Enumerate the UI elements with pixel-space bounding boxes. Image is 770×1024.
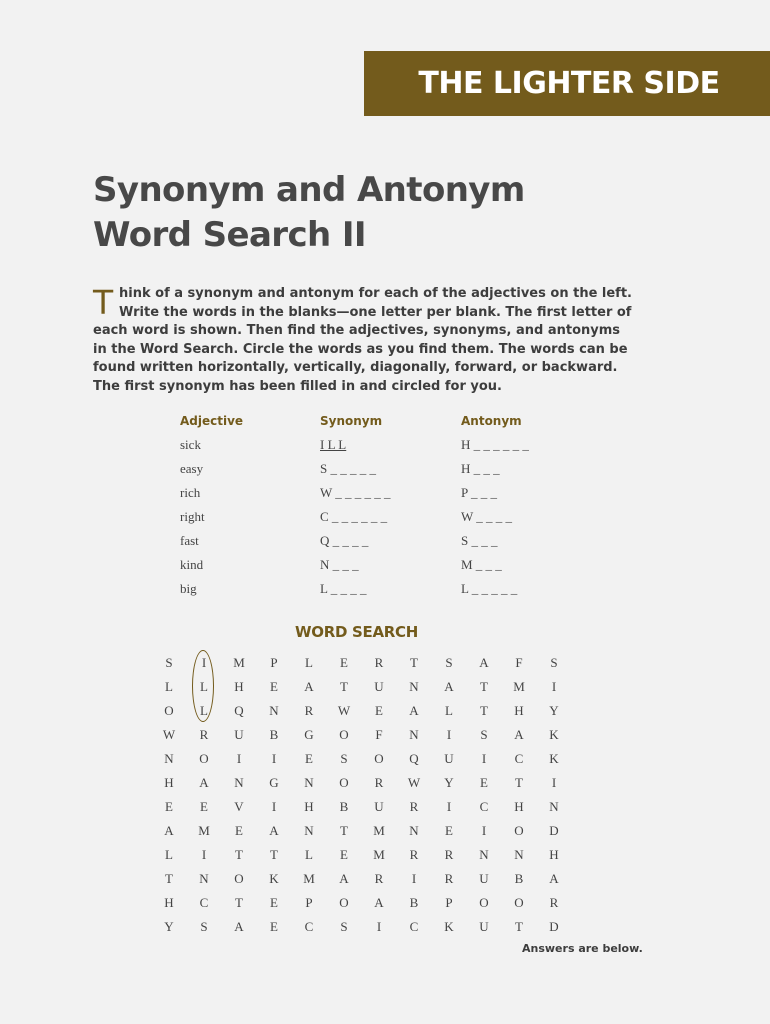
grid-letter[interactable]: O xyxy=(339,727,349,742)
grid-letter[interactable]: N xyxy=(409,679,419,694)
adjective-cell: easy xyxy=(180,461,204,476)
grid-letter[interactable]: O xyxy=(234,871,244,886)
grid-letter[interactable]: N xyxy=(409,823,419,838)
adjective-cell: rich xyxy=(180,485,201,500)
grid-letter[interactable]: A xyxy=(199,775,209,790)
grid-letter[interactable]: E xyxy=(305,751,313,766)
antonym-blank[interactable]: M _ _ _ xyxy=(461,557,502,572)
grid-letter[interactable]: H xyxy=(164,895,174,910)
grid-letter[interactable]: R xyxy=(409,847,419,862)
grid-letter[interactable]: M xyxy=(233,655,245,670)
grid-letter[interactable]: N xyxy=(549,799,559,814)
grid-letter[interactable]: M xyxy=(513,679,525,694)
grid-letter[interactable]: O xyxy=(199,751,209,766)
grid-letter[interactable]: M xyxy=(373,847,385,862)
grid-letter[interactable]: S xyxy=(480,727,488,742)
grid-letter[interactable]: E xyxy=(480,775,488,790)
grid-letter[interactable]: A xyxy=(164,823,174,838)
grid-letter[interactable]: U xyxy=(479,871,489,886)
grid-letter[interactable]: C xyxy=(514,751,524,766)
header-adjective: Adjective xyxy=(180,414,244,428)
grid-letter[interactable]: H xyxy=(549,847,559,862)
adjective-cell: kind xyxy=(180,557,204,572)
antonym-blank[interactable]: H _ _ _ _ _ _ xyxy=(461,437,529,452)
antonym-blank[interactable]: S _ _ _ xyxy=(461,533,498,548)
grid-letter[interactable]: P xyxy=(445,895,453,910)
grid-letter[interactable]: I xyxy=(551,775,557,790)
grid-letter[interactable]: A xyxy=(479,655,489,670)
grid-letter[interactable]: E xyxy=(270,679,278,694)
grid-letter[interactable]: E xyxy=(165,799,173,814)
drop-cap: T xyxy=(93,283,114,322)
grid-letter[interactable]: T xyxy=(165,871,173,886)
header-synonym: Synonym xyxy=(320,414,383,428)
grid-letter[interactable]: N xyxy=(304,823,314,838)
grid-letter[interactable]: T xyxy=(270,847,278,862)
grid-letter[interactable]: O xyxy=(514,895,524,910)
grid-letter[interactable]: R xyxy=(374,871,384,886)
synonym-blank[interactable]: L _ _ _ _ xyxy=(320,581,367,596)
grid-letter[interactable]: Q xyxy=(409,751,419,766)
grid-letter[interactable]: E xyxy=(445,823,453,838)
grid-letter[interactable]: N xyxy=(304,775,314,790)
grid-letter[interactable]: T xyxy=(480,679,488,694)
grid-letter[interactable]: A xyxy=(409,703,419,718)
grid-letter[interactable]: A xyxy=(269,823,279,838)
grid-letter[interactable]: U xyxy=(234,727,244,742)
grid-letter[interactable]: R xyxy=(444,847,454,862)
grid-letter[interactable]: E xyxy=(200,799,208,814)
grid-letter[interactable]: O xyxy=(164,703,174,718)
grid-letter[interactable]: U xyxy=(444,751,454,766)
grid-letter[interactable]: T xyxy=(515,919,523,934)
page-title xyxy=(93,168,525,258)
grid-letter[interactable]: V xyxy=(234,799,244,814)
grid-letter[interactable]: N xyxy=(199,871,209,886)
grid-letter[interactable]: W xyxy=(162,727,176,742)
grid-letter[interactable]: A xyxy=(234,919,244,934)
adjective-cell: right xyxy=(180,509,205,524)
grid-letter[interactable]: I xyxy=(201,655,207,670)
grid-letter[interactable]: D xyxy=(549,919,559,934)
grid-letter[interactable]: H xyxy=(514,799,524,814)
grid-letter[interactable]: H xyxy=(514,703,524,718)
grid-letter[interactable]: B xyxy=(514,871,524,886)
grid-letter[interactable]: O xyxy=(339,895,349,910)
grid-letter[interactable]: S xyxy=(340,751,348,766)
grid-letter[interactable]: L xyxy=(305,655,313,670)
grid-letter[interactable]: A xyxy=(444,679,454,694)
grid-letter[interactable]: S xyxy=(340,919,348,934)
antonym-blank[interactable]: W _ _ _ _ xyxy=(461,509,513,524)
grid-letter[interactable]: N xyxy=(514,847,524,862)
grid-letter[interactable]: E xyxy=(375,703,383,718)
grid-letter[interactable]: L xyxy=(200,703,208,718)
antonym-blank[interactable]: H _ _ _ xyxy=(461,461,500,476)
grid-letter[interactable]: B xyxy=(269,727,279,742)
grid-letter[interactable]: I xyxy=(271,751,277,766)
grid-letter[interactable]: E xyxy=(340,655,348,670)
grid-letter[interactable]: O xyxy=(374,751,384,766)
grid-letter[interactable]: L xyxy=(305,847,313,862)
grid-letter[interactable]: A xyxy=(514,727,524,742)
instructions-line: found written horizontally, vertically, diagonally, forward, or backward. xyxy=(93,360,618,375)
grid-letter[interactable]: S xyxy=(550,655,558,670)
grid-letter[interactable]: I xyxy=(446,727,452,742)
instructions-line: Write the words in the blanks—one letter per blank. The first letter of xyxy=(119,304,632,320)
grid-letter[interactable]: O xyxy=(339,775,349,790)
grid-letter[interactable]: B xyxy=(409,895,419,910)
grid-letter[interactable]: I xyxy=(236,751,242,766)
grid-letter[interactable]: O xyxy=(479,895,489,910)
instructions-line: in the Word Search. Circle the words as you find them. The words can be xyxy=(93,341,628,357)
grid-letter[interactable]: F xyxy=(375,727,383,742)
grid-letter[interactable]: M xyxy=(198,823,210,838)
grid-letter[interactable]: Y xyxy=(549,703,559,718)
grid-letter[interactable]: M xyxy=(373,823,385,838)
grid-letter[interactable]: I xyxy=(376,919,382,934)
adjective-cell: sick xyxy=(180,437,201,452)
grid-letter[interactable]: R xyxy=(304,703,314,718)
grid-letter[interactable]: T xyxy=(340,679,348,694)
antonym-blank[interactable]: P _ _ _ xyxy=(461,485,497,500)
grid-letter[interactable]: F xyxy=(515,655,523,670)
grid-letter[interactable]: S xyxy=(200,919,208,934)
grid-letter[interactable]: I xyxy=(551,679,557,694)
word-search-heading: WORD SEARCH xyxy=(295,623,418,641)
grid-letter[interactable]: A xyxy=(374,895,384,910)
instructions-paragraph xyxy=(93,283,632,396)
synonym-blank[interactable]: W _ _ _ _ _ _ xyxy=(320,485,391,500)
section-banner: THE LIGHTER SIDE xyxy=(364,51,770,116)
grid-letter[interactable]: K xyxy=(444,919,454,934)
grid-letter[interactable]: E xyxy=(340,847,348,862)
grid-letter[interactable]: K xyxy=(549,751,559,766)
grid-letter[interactable]: N xyxy=(479,847,489,862)
grid-letter[interactable]: Q xyxy=(234,703,244,718)
instructions-line: hink of a synonym and antonym for each of the adjectives on the left. xyxy=(119,286,632,301)
grid-letter[interactable]: Y xyxy=(444,775,454,790)
grid-letter[interactable]: R xyxy=(409,799,419,814)
grid-letter[interactable]: T xyxy=(340,823,348,838)
grid-letter[interactable]: O xyxy=(514,823,524,838)
grid-letter[interactable]: I xyxy=(481,823,487,838)
grid-letter[interactable]: A xyxy=(304,679,314,694)
grid-letter[interactable]: U xyxy=(479,919,489,934)
title-line-2: Word Search II xyxy=(93,215,366,255)
grid-letter[interactable]: R xyxy=(374,655,384,670)
grid-letter[interactable]: B xyxy=(339,799,349,814)
synonym-blank[interactable]: Q _ _ _ _ xyxy=(320,533,369,548)
grid-letter[interactable]: P xyxy=(305,895,313,910)
instructions-line: The first synonym has been filled in and circled for you. xyxy=(93,378,502,394)
grid-letter[interactable]: L xyxy=(200,679,208,694)
header-antonym: Antonym xyxy=(461,414,522,428)
grid-letter[interactable]: P xyxy=(270,655,278,670)
grid-letter[interactable]: N xyxy=(164,751,174,766)
grid-letter[interactable]: R xyxy=(444,871,454,886)
grid-letter[interactable]: C xyxy=(304,919,314,934)
grid-letter[interactable]: U xyxy=(374,799,384,814)
grid-letter[interactable]: T xyxy=(235,895,243,910)
grid-letter[interactable]: K xyxy=(549,727,559,742)
title-line-1: Synonym and Antonym xyxy=(93,170,525,210)
grid-letter[interactable]: I xyxy=(411,871,417,886)
grid-letter[interactable]: H xyxy=(234,679,244,694)
grid-letter[interactable]: L xyxy=(165,847,173,862)
synonym-answer: I L L xyxy=(320,437,347,452)
synonym-blank[interactable]: S _ _ _ _ _ xyxy=(320,461,376,476)
grid-letter[interactable]: N xyxy=(269,703,279,718)
circled-answer-ill xyxy=(192,650,214,722)
grid-letter[interactable]: E xyxy=(270,919,278,934)
grid-letter[interactable]: G xyxy=(304,727,314,742)
grid-letter[interactable]: D xyxy=(549,823,559,838)
grid-letter[interactable]: E xyxy=(270,895,278,910)
grid-letter[interactable]: E xyxy=(235,823,243,838)
grid-letter[interactable]: Y xyxy=(164,919,174,934)
grid-letter[interactable]: C xyxy=(199,895,209,910)
grid-letter[interactable]: T xyxy=(235,847,243,862)
grid-letter[interactable]: S xyxy=(445,655,453,670)
grid-letter[interactable]: K xyxy=(269,871,279,886)
grid-letter[interactable]: G xyxy=(269,775,279,790)
grid-letter[interactable]: I xyxy=(271,799,277,814)
synonym-blank[interactable]: N _ _ _ xyxy=(320,557,359,572)
grid-letter[interactable]: I xyxy=(201,847,207,862)
grid-letter[interactable]: A xyxy=(549,871,559,886)
antonym-blank[interactable]: L _ _ _ _ _ xyxy=(461,581,518,596)
grid-letter[interactable]: N xyxy=(409,727,419,742)
grid-letter[interactable]: T xyxy=(480,703,488,718)
grid-letter[interactable]: U xyxy=(374,679,384,694)
adjective-cell: big xyxy=(180,581,197,596)
grid-letter[interactable]: S xyxy=(165,655,173,670)
instructions-line: each word is shown. Then find the adjectives, synonyms, and antonyms xyxy=(93,323,621,338)
grid-letter[interactable]: W xyxy=(337,703,351,718)
grid-letter[interactable]: C xyxy=(479,799,489,814)
grid-letter[interactable]: R xyxy=(199,727,209,742)
grid-letter[interactable]: T xyxy=(515,775,523,790)
adjective-cell: fast xyxy=(180,533,199,548)
grid-letter[interactable]: A xyxy=(339,871,349,886)
grid-letter[interactable]: H xyxy=(304,799,314,814)
grid-letter[interactable]: I xyxy=(446,799,452,814)
grid-letter[interactable]: N xyxy=(234,775,244,790)
grid-letter[interactable]: L xyxy=(445,703,453,718)
grid-letter[interactable]: M xyxy=(303,871,315,886)
grid-letter[interactable]: W xyxy=(407,775,421,790)
grid-letter[interactable]: I xyxy=(481,751,487,766)
grid-letter[interactable]: R xyxy=(374,775,384,790)
grid-letter[interactable]: H xyxy=(164,775,174,790)
synonym-blank[interactable]: C _ _ _ _ _ _ xyxy=(320,509,388,524)
answers-note: Answers are below. xyxy=(522,942,643,955)
grid-letter[interactable]: R xyxy=(549,895,559,910)
grid-letter[interactable]: C xyxy=(409,919,419,934)
grid-letter[interactable]: T xyxy=(410,655,418,670)
grid-letter[interactable]: L xyxy=(165,679,173,694)
